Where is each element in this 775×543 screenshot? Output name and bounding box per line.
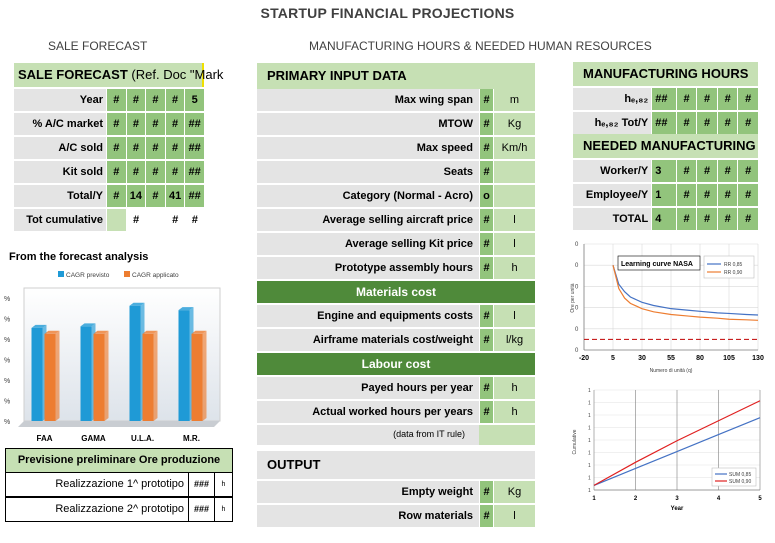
y-tick-label: % [4,357,11,365]
x-tick-label: 105 [723,355,735,362]
manufacturing-cell[interactable]: 3 [651,160,676,184]
manufacturing-cell[interactable]: # [696,88,717,112]
manufacturing-cell[interactable]: # [696,160,717,184]
input-row-unit: Kg [493,481,535,505]
input-row-unit: l [493,209,535,233]
input-row-label: Average selling aircraft price [257,209,479,233]
manufacturing-cell[interactable]: # [717,112,738,136]
sale-forecast-cell[interactable]: # [145,161,165,185]
input-row-value[interactable]: # [479,257,493,281]
x-tick-label: 1 [592,496,596,502]
input-row [257,113,535,137]
input-row [257,505,535,529]
input-row-unit [493,185,535,209]
x-axis-label: Numero di unità (q) [649,368,693,374]
input-row [257,161,535,185]
input-row-unit: Kg [493,113,535,137]
sale-forecast-cell[interactable]: ## [184,137,204,161]
sale-forecast-row-label: Total/Y [14,185,106,209]
bar [81,326,92,421]
bar [94,334,105,421]
materials-cost-header: Materials cost [257,281,535,303]
y-tick-label: % [4,296,11,303]
input-row-label: Prototype assembly hours [257,257,479,281]
sale-forecast-cell[interactable]: 41 [165,185,185,209]
manufacturing-cell[interactable]: # [737,208,758,232]
input-row-label: Engine and equipments costs [257,305,479,329]
legend-swatch [124,271,130,277]
y-tick-label: 1 [588,438,591,444]
input-row [257,401,535,425]
input-row [257,185,535,209]
manufacturing-cell[interactable]: # [717,184,738,208]
forecast-chart-title: From the forecast analysis [9,251,149,263]
primary-input-header: PRIMARY INPUT DATA [257,63,535,89]
y-tick-label: % [4,378,11,385]
sale-forecast-row [14,185,204,209]
legend-title: Learning curve NASA [621,261,693,268]
input-row-label: Actual worked hours per years [257,401,479,425]
input-row-label: Average selling Kit price [257,233,479,257]
manufacturing-row [573,208,758,232]
sale-forecast-cell[interactable]: # [145,185,165,209]
input-row-value[interactable]: # [479,113,493,137]
manufacturing-cell[interactable]: 4 [651,208,676,232]
input-row-label: Max speed [257,137,479,161]
sale-forecast-cell[interactable]: # [126,161,146,185]
sale-forecast-row [14,113,204,137]
manufacturing-row-label: Employee/Y [573,184,651,208]
input-row-value[interactable]: # [479,161,493,185]
forecast-plot-floor [18,421,220,427]
y-tick-label: % [4,337,11,344]
previsione-row-label: Realizzazione 2^ prototipo [55,503,184,515]
input-row-value[interactable]: # [479,329,493,353]
x-tick-label: 5 [758,496,762,502]
input-row-value[interactable]: # [479,377,493,401]
input-row-value[interactable]: # [479,89,493,113]
sale-forecast-cell[interactable]: ## [184,113,204,137]
input-row-value[interactable]: # [479,137,493,161]
input-row-unit: l [493,233,535,257]
input-row-unit: l [493,505,535,529]
input-row-unit: h [493,377,535,401]
input-row-value[interactable]: o [479,185,493,209]
legend-label: RR 0,90 [724,270,743,276]
sale-forecast-cell[interactable]: # [106,137,126,161]
input-row-label: Payed hours per year [257,377,479,401]
sale-forecast-cell[interactable]: 5 [184,89,204,113]
input-row [257,481,535,505]
x-tick-label: 130 [752,355,764,362]
manufacturing-row-label: TOTAL [573,208,651,232]
category-label: U.L.A. [130,434,155,443]
manufacturing-cell[interactable]: # [717,208,738,232]
bar-side [56,331,60,421]
input-row-value[interactable]: # [479,233,493,257]
labour-note-empty-unit [493,425,535,445]
bar [130,306,141,421]
sale-forecast-row [14,89,204,113]
input-row-unit: h [493,257,535,281]
x-tick-label: 2 [633,496,638,502]
labour-note-row [257,425,535,445]
manufacturing-cell[interactable]: # [696,112,717,136]
sale-forecast-row [14,161,204,185]
sale-forecast-row-label: A/C sold [14,137,106,161]
previsione-row-value[interactable]: ### [188,498,214,521]
legend-swatch [58,271,64,277]
category-label: M.R. [183,434,200,443]
input-row-value[interactable]: # [479,305,493,329]
input-row [257,377,535,401]
input-row [257,89,535,113]
legend-label: SUM 0,85 [729,472,752,478]
previsione-row-unit: h [214,473,232,496]
labour-cost-header: Labour cost [257,353,535,375]
y-tick-label: 0 [575,263,579,270]
sale-forecast-cell[interactable] [106,209,126,233]
labour-note-empty-value [479,425,493,445]
manufacturing-row [573,112,758,136]
sale-forecast-cell[interactable]: # [165,89,185,113]
previsione-row-value[interactable]: ### [188,473,214,496]
x-tick-label: 5 [611,355,615,362]
x-tick-label: 80 [696,355,704,362]
sale-forecast-cell[interactable]: # [165,161,185,185]
sale-forecast-row-label: Year [14,89,106,113]
legend-label: RR 0,85 [724,262,743,268]
cumulative-growth-chart [568,382,770,517]
y-tick-label: 1 [588,400,591,407]
manufacturing-row [573,88,758,112]
manufacturing-subtitle: MANUFACTURING HOURS & NEEDED HUMAN RESOURCES [309,39,652,53]
y-tick-label: 1 [588,488,591,494]
x-axis-label: Year [670,506,684,512]
manufacturing-cell[interactable]: # [696,184,717,208]
manufacturing-cell[interactable]: # [676,184,697,208]
needed-manufacturing-header: NEEDED MANUFACTURING [573,134,758,158]
y-tick-label: 1 [588,463,591,469]
y-tick-label: 1 [588,450,591,457]
sale-forecast-row-label: Tot cumulative [14,209,106,233]
input-row-label: Category (Normal - Acro) [257,185,479,209]
sale-forecast-cell[interactable]: ## [184,161,204,185]
sale-forecast-header-ref: (Ref. Doc "Mark [127,67,224,82]
y-axis-label: Ore per unità [570,283,576,313]
previsione-row-unit: h [214,498,232,521]
y-tick-label: 0 [575,305,579,312]
forecast-bar-chart [0,266,230,446]
input-row [257,209,535,233]
x-tick-label: 55 [667,355,675,362]
input-row-unit: l/kg [493,329,535,353]
bar-side [154,331,158,421]
sale-forecast-cell[interactable]: # [106,113,126,137]
manufacturing-cell[interactable]: # [696,208,717,232]
sale-forecast-cell[interactable]: # [184,209,204,233]
page-title: STARTUP FINANCIAL PROJECTIONS [260,5,515,21]
bar [32,328,43,421]
sale-forecast-cell[interactable]: # [145,89,165,113]
input-row-label: Airframe materials cost/weight [257,329,479,353]
input-row-unit: h [493,401,535,425]
input-row-label: Empty weight [257,481,479,505]
y-tick-label: 1 [588,475,591,482]
labour-note: (data from IT rule) [257,425,479,445]
sale-forecast-row [14,137,204,161]
sale-forecast-cell[interactable]: # [165,113,185,137]
manufacturing-row-label: Worker/Y [573,160,651,184]
manufacturing-cell[interactable]: # [676,160,697,184]
previsione-row [5,472,233,497]
input-row-label: Max wing span [257,89,479,113]
manufacturing-cell[interactable]: ## [651,88,676,112]
sale-forecast-header-title: SALE FORECAST [18,67,128,82]
sale-forecast-cell[interactable]: ## [184,185,204,209]
sale-forecast-cell[interactable]: # [165,137,185,161]
manufacturing-hours-header: MANUFACTURING HOURS [573,62,758,86]
manufacturing-cell[interactable]: # [676,88,697,112]
bar [143,334,154,421]
input-row-value[interactable]: # [479,505,493,529]
bar [179,310,190,421]
sale-forecast-row [14,209,204,233]
input-row-unit: m [493,89,535,113]
manufacturing-row-label: hₑ,₈₂ Tot/Y [573,112,651,136]
input-row-unit: Km/h [493,137,535,161]
manufacturing-row [573,160,758,184]
sale-forecast-row-label: % A/C market [14,113,106,137]
input-row-label: Seats [257,161,479,185]
bar-side [203,331,207,421]
learning-curve-chart [568,238,770,378]
sale-forecast-cell[interactable]: # [126,89,146,113]
input-row-value[interactable]: # [479,401,493,425]
manufacturing-cell[interactable]: # [676,112,697,136]
sale-forecast-cell[interactable]: # [165,209,185,233]
x-tick-label: 4 [716,496,721,502]
input-row-label: MTOW [257,113,479,137]
sale-forecast-cell[interactable]: # [106,185,126,209]
sale-forecast-cell[interactable]: # [126,113,146,137]
bar [192,334,203,421]
sale-forecast-header [14,63,224,87]
manufacturing-cell[interactable]: # [737,160,758,184]
sale-forecast-cell[interactable]: # [145,137,165,161]
manufacturing-row-label: hₑ,₈₂ [573,88,651,112]
sale-forecast-cell[interactable]: # [126,209,146,233]
y-tick-label: 1 [588,425,591,432]
y-tick-label: % [4,398,11,406]
manufacturing-cell[interactable]: ## [651,112,676,136]
manufacturing-cell[interactable]: # [737,112,758,136]
input-row [257,329,535,353]
primary-input-panel [257,63,535,529]
manufacturing-cell[interactable]: # [676,208,697,232]
y-tick-label: 0 [575,326,579,333]
sale-forecast-cell[interactable]: # [106,161,126,185]
sale-forecast-cell[interactable] [145,209,165,233]
manufacturing-cell[interactable]: 1 [651,184,676,208]
input-row [257,137,535,161]
y-tick-label: 1 [588,388,591,394]
sale-forecast-subtitle: SALE FORECAST [48,39,148,53]
manufacturing-cell[interactable]: # [737,184,758,208]
y-tick-label: 0 [575,242,579,248]
category-label: FAA [36,434,53,443]
sale-forecast-cell[interactable]: # [106,89,126,113]
previsione-row-label: Realizzazione 1^ prototipo [55,478,184,490]
x-tick-label: -20 [578,355,590,362]
x-tick-label: 30 [638,355,646,362]
sale-forecast-cell[interactable]: # [126,137,146,161]
manufacturing-cell[interactable]: # [717,160,738,184]
y-tick-label: 0 [575,348,579,354]
output-header: OUTPUT [257,451,535,479]
input-row-value[interactable]: # [479,209,493,233]
sale-forecast-cell[interactable]: 14 [126,185,146,209]
previsione-header: Previsione preliminare Ore produzione [5,448,233,473]
manufacturing-cell[interactable]: # [737,88,758,112]
sale-forecast-row-label: Kit sold [14,161,106,185]
input-row-label: Row materials [257,505,479,529]
input-row-unit [493,161,535,185]
legend-label: CAGR previsto [66,272,110,279]
input-row-value[interactable]: # [479,481,493,505]
y-tick-label: 0 [575,284,579,291]
legend-label: SUM 0,90 [729,479,752,485]
previsione-row [5,497,233,522]
y-tick-label: 1 [588,413,591,419]
manufacturing-row [573,184,758,208]
y-tick-label: % [4,316,11,324]
manufacturing-cell[interactable]: # [717,88,738,112]
category-label: GAMA [81,434,106,443]
input-row [257,257,535,281]
y-axis-label: Cumulative [572,429,578,455]
bar [45,334,56,421]
x-tick-label: 3 [675,496,679,502]
input-row [257,233,535,257]
bar-side [105,331,109,421]
sale-forecast-cell[interactable]: # [145,113,165,137]
y-tick-label: % [4,419,11,426]
input-row [257,305,535,329]
input-row-unit: l [493,305,535,329]
legend-label: CAGR applicato [132,272,179,279]
